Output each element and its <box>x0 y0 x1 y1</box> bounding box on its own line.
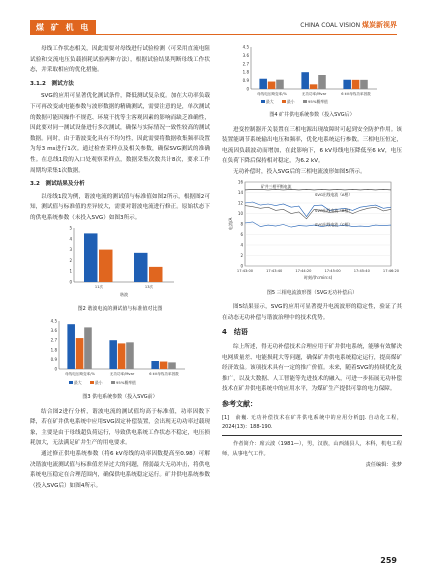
right-column <box>222 44 402 470</box>
figure-4-caption: 图4 矿井供电系统参数（投入SVG后） <box>269 112 355 118</box>
bar <box>360 80 368 89</box>
x-tick-label: 11次 <box>94 284 104 289</box>
bar <box>343 80 351 89</box>
y-tick-label: 0.9 <box>242 78 249 84</box>
annotation-label: SVG出线电流（B相） <box>315 207 353 213</box>
y-tick-label: 14 <box>237 189 243 195</box>
paragraph: SVG的应用可显著优化测试条件，降低测试复杂度。加在大功率负载下可再改变或电能参数与波形数据的精确测试，需要注意的是，单次测试的数据可能因操作不规范、环境干扰等主客观因素的影响而缺乏准确性，因此要对同一测试设备进行多次测试，确保与实际情况一致性较高的测试数据。同时，由于谐波变化具有不均匀性，因此需要将数据收集频率设置为每3 ms进行1次。通过检查采样点及相关参数，确保SVG测试的准确性。在总线1段的入口处观察采样点，数据采集次数共计8次，要求工作周期均采集1次数据。 <box>30 93 210 174</box>
legend-swatch <box>303 100 307 103</box>
header-rule <box>30 34 397 35</box>
y-tick-label: 8 <box>240 221 243 227</box>
x-tick-label: 17:45:00 <box>324 268 341 273</box>
legend-swatch <box>90 381 94 384</box>
bar <box>149 266 163 281</box>
page-number: 259 <box>380 556 397 565</box>
section-heading-4: 4 结语 <box>222 328 248 337</box>
x-tick-label: 17:44:20 <box>295 268 312 273</box>
y-tick-label: 10 <box>237 210 243 216</box>
legend-label: 最大 <box>74 380 82 386</box>
y-tick-label: 0 <box>69 279 72 284</box>
figure-2-caption: 图2 谐波电流的测试值与标准值对比图 <box>77 305 163 312</box>
x-tick-label: 无功功率/Mvar <box>301 92 327 96</box>
left-column <box>30 44 210 491</box>
paragraph: 图5结果显示，SVG的应用可显著提升电流波形的稳定性，验证了其在动态无功补偿与谐波治理中的技术优势。 <box>222 304 402 321</box>
x-tick-label: 无功功率/Mvar <box>109 372 135 377</box>
y-tick-label: 4 <box>240 242 243 248</box>
y-tick-label: 1.8 <box>242 69 249 75</box>
x-tick-label: 17:45:40 <box>353 268 370 273</box>
legend-swatch <box>261 100 265 103</box>
y-tick-label: 6 <box>240 231 243 237</box>
bar <box>99 249 113 281</box>
y-tick-label: 2.7 <box>50 337 57 343</box>
annotation-label: SVG出线电流（A相） <box>315 191 353 197</box>
x-tick-label: 17:43:40 <box>266 268 283 273</box>
paragraph: 通过修正供电系统参数（将6 kV母线的功率因数提高至0.98）可解决谐波电流测试值与标准值差异过大的问题，削弱最大无功冲击，将供电系统电压稳定在合理范围内，确保供电系统稳定运行。矿井供电系统参数（投入SVG后）如图4所示。 <box>30 451 210 489</box>
y-tick-label: 0 <box>246 86 249 92</box>
bar <box>151 361 159 369</box>
bar <box>134 252 148 281</box>
y-tick-label: 4.5 <box>50 318 57 324</box>
section-heading-3-1-2: 3.1.2 测试方法 <box>30 80 74 87</box>
journal-title-cn: 煤炭新视界 <box>362 21 397 29</box>
x-tick-label: 6 kV母线功率因数 <box>149 372 179 377</box>
bar <box>76 338 84 369</box>
series-line <box>245 189 391 190</box>
figure-3-caption: 图3 供电系统参数（投入SVG前） <box>82 394 158 401</box>
legend-label: 最小 <box>95 380 103 386</box>
page-header <box>0 0 427 40</box>
y-tick-label: 3.6 <box>242 52 249 58</box>
y-tick-label: 1 <box>69 268 72 274</box>
figure-3-chart <box>45 318 195 390</box>
bar <box>259 79 267 89</box>
figure-5-caption: 图5 三相电流波形图（SVG无功补偿后） <box>266 289 358 296</box>
y-tick-label: 2.7 <box>242 61 249 67</box>
section-heading-3-2: 3.2 测试结果及分析 <box>30 181 85 188</box>
y-tick-label: 16 <box>237 179 243 185</box>
y-tick-label: 3 <box>69 246 72 252</box>
paragraph: 以母线1段为例，谐波电流的测试值与标准值如图2所示，根据图2可知，测试值与标准值的差异较大，需要对谐波电流进行修正。原始状态下的供电系统参数（未投入SVG）如图3所示。 <box>30 193 210 221</box>
bar <box>84 233 98 282</box>
paragraph: 结合图2进行分析，谐波电流的测试值均高于标准值，功率因数下降，若在矿井供电系统中应用SVG固定补偿装置，会出现无功功率过载现象，主要是由于母线超负荷运行，导致供电系统工作状态不稳定，电压损耗加大，无法满足矿井生产的用电要求。 <box>30 408 210 447</box>
journal-section-label: 煤 矿 机 电 <box>30 20 96 35</box>
paragraph: 无功补偿时，投入SVG后的三相电流波形如图5所示。 <box>233 168 366 175</box>
legend-label: 95%概率值 <box>116 380 136 386</box>
bar <box>160 362 168 369</box>
bar <box>352 80 360 89</box>
y-tick-label: 0 <box>240 263 243 269</box>
divider <box>222 435 402 436</box>
paragraph: 综上所述，得无功补偿技术合理应用于矿井供电系统，能够有效解决电网质量差、电能损耗大等问题，确保矿井供电系统稳定运行，提高煤矿经济效益。该项技术具有一定的推广价值。未来，随着SVG的持续优化及推广，以及大数据、人工智能等先进技术的融入，可进一步拓展无功补偿技术在矿井供电系统中的应用水平，为煤矿生产提供可靠的电力保障。 <box>222 343 402 393</box>
x-tick-label: 13次 <box>144 284 154 289</box>
y-tick-label: 0 <box>54 366 57 372</box>
annotation-label: 矿井三相平衡电流 <box>261 183 292 189</box>
x-axis-title: 谐波 <box>119 291 129 297</box>
bar <box>301 72 309 89</box>
y-tick-label: 2 <box>69 257 72 263</box>
bar <box>268 82 276 89</box>
x-tick-label: 母线电压畸变率/% <box>65 372 95 377</box>
bar <box>109 340 117 369</box>
x-tick-label: 17:46:20 <box>382 268 400 273</box>
bar <box>118 343 126 369</box>
y-tick-label: 5 <box>69 225 72 230</box>
y-tick-label: 0.9 <box>50 356 57 362</box>
bar <box>126 342 134 369</box>
bar <box>84 327 92 369</box>
bar <box>310 84 318 89</box>
y-tick-label: 4 <box>69 235 72 241</box>
y-tick-label: 3.6 <box>50 328 57 334</box>
y-tick-label: 1.8 <box>50 347 57 353</box>
references-heading: 参考文献： <box>222 399 257 408</box>
y-tick-label: 2 <box>240 252 243 258</box>
figure-4-chart <box>237 44 387 108</box>
figure-2-chart <box>60 224 180 302</box>
legend-swatch <box>69 381 73 384</box>
paragraph: 母线工作状态相关，因此需要对母线进行试验检测（可采用直流电阻试验和交流电压负载损耗试验两种方法），根据试验结果判断母线工作状态，并采取相应的优化措施。 <box>30 46 210 74</box>
x-tick-label: 6 kV母线功率因数 <box>341 92 371 96</box>
editor-credit: 责任编辑：张梦 <box>365 461 402 468</box>
annotation-label: SVG出线电流（C相） <box>315 221 353 227</box>
legend-swatch <box>111 381 115 384</box>
x-tick-label: 17:43:00 <box>236 268 254 273</box>
y-tick-label: 12 <box>237 200 243 206</box>
legend-swatch <box>282 100 286 103</box>
y-axis-title: 电流/A <box>228 217 233 230</box>
reference-1: [1] 俞巍. 无功补偿技术在矿井供电系统中的应用分析[J]. 自动化工程，2024(13)：188-190. <box>222 414 402 430</box>
figure-5-chart <box>227 178 400 286</box>
bar <box>67 324 75 369</box>
bar <box>318 75 326 89</box>
bar <box>276 80 284 89</box>
author-bio: 作者简介：席云波（1981—），男，汉族，山西蒲县人，本科，机电工程师，从事电气工作。 <box>222 440 402 458</box>
x-axis-title: 时刻/(h:min:s) <box>303 274 333 280</box>
bar <box>168 362 176 369</box>
paragraph: 进变控制器开关装置在三相电源出现故障时可起到安全防护作用。该装置能调节系统输出电压和频率，优化电系统运行参数。三相电压恒定，电流因负载波动而增加，在此影响下，6 kV母线电压降低至6 kV，电压在负荷下降后保持相对稳定，为6.2 kV。 <box>222 126 402 165</box>
journal-title-en: CHINA COAL VISION <box>300 22 361 29</box>
legend-label: 最大 <box>266 99 274 104</box>
y-tick-label: 4.5 <box>242 44 249 50</box>
legend-label: 最小 <box>287 99 295 104</box>
journal-title <box>300 20 397 30</box>
x-tick-label: 母线电压畸变率/% <box>257 92 287 96</box>
legend-label: 95%概率值 <box>308 99 328 104</box>
